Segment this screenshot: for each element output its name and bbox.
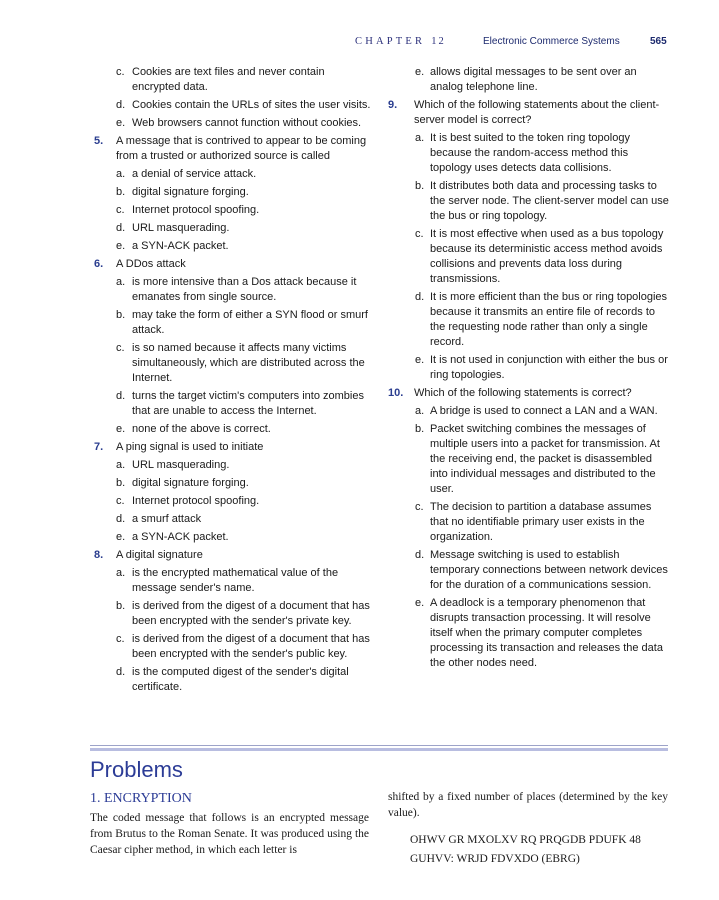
answer-option: b. It distributes both data and processing tasks to the server node. The client-server model can use the bus or ring topology.: [415, 180, 669, 222]
answer-option: d. a smurf attack: [116, 513, 202, 525]
answer-option: e. It is not used in conjunction with either the bus or ring topologies.: [415, 354, 668, 381]
answer-option: d. It is more efficient than the bus or ring topologies because it transmits an entire file of records to the requesting node rather than only a single record.: [415, 291, 668, 348]
answer-option: a. a denial of service attack.: [116, 168, 257, 180]
right-column: [388, 65, 670, 674]
answer-option: c. Internet protocol spoofing.: [116, 204, 260, 216]
answer-option: c. It is most effective when used as a bus topology because its deterministic access method avoids collisions and prevents data loss during transmissions.: [415, 228, 664, 285]
question-7: 7. A ping signal is used to initiate: [94, 441, 264, 453]
page-number: 565: [650, 36, 667, 47]
answer-option: b. digital signature forging.: [116, 186, 249, 198]
question-10: 10. Which of the following statements is correct?: [388, 387, 632, 399]
answer-option: b. digital signature forging.: [116, 477, 249, 489]
answer-option: b. is derived from the digest of a document that has been encrypted with the sender's private key.: [116, 600, 370, 627]
running-header: [0, 36, 719, 50]
answer-option: e. a SYN-ACK packet.: [116, 240, 229, 252]
question-8: 8. A digital signature: [94, 549, 203, 561]
answer-option: c. Internet protocol spoofing.: [116, 495, 260, 507]
question-5: 5. A message that is contrived to appear to be coming from a trusted or authorized source is called: [94, 135, 367, 162]
section-title: Electronic Commerce Systems: [483, 36, 620, 47]
cipher-text: [410, 831, 668, 869]
answer-option: a. is more intensive than a Dos attack because it emanates from single source.: [116, 276, 357, 303]
answer-option: d. URL masquerading.: [116, 222, 230, 234]
answer-option: a. It is best suited to the token ring topology because the random-access method this topology uses detects data collisions.: [415, 132, 630, 174]
answer-option: c. is so named because it affects many victims simultaneously, which are distributed across the Internet.: [116, 342, 365, 384]
answer-option: e. Web browsers cannot function without cookies.: [116, 117, 362, 129]
answer-option: c. is derived from the digest of a document that has been encrypted with the sender's public key.: [116, 633, 370, 660]
section-divider-thick: [90, 748, 668, 751]
answer-option: a. URL masquerading.: [116, 459, 230, 471]
cipher-line: GUHVV: WRJD FDVXDO (EBRG): [410, 853, 580, 865]
chapter-label: CHAPTER 12: [355, 36, 446, 47]
answer-option: e. A deadlock is a temporary phenomenon that disrupts transaction processing. It will resolve itself when the primary computer completes processing its transaction and releases the data the other nodes need.: [415, 597, 663, 669]
question-6: 6. A DDos attack: [94, 258, 186, 270]
answer-option: b. may take the form of either a SYN flood or smurf attack.: [116, 309, 368, 336]
section-divider-thin: [90, 745, 668, 746]
answer-option: d. is the computed digest of the sender's digital certificate.: [116, 666, 349, 693]
cipher-line: OHWV GR MXOLXV RQ PRQGDB PDUFK 48: [410, 834, 641, 846]
problem-body-continued: shifted by a fixed number of places (determined by the key value).: [388, 791, 668, 819]
problem-title: 1. ENCRYPTION: [90, 791, 192, 806]
answer-option: d. turns the target victim's computers into zombies that are unable to access the Internet.: [116, 390, 364, 417]
answer-option: a. A bridge is used to connect a LAN and a WAN.: [415, 405, 658, 417]
question-9: 9. Which of the following statements about the client-server model is correct?: [388, 99, 660, 126]
problem-body-left: The coded message that follows is an encrypted message from Brutus to the Roman Senate. It was produced using the Caesar cipher method, in which each letter is: [90, 812, 369, 856]
answer-option: a. is the encrypted mathematical value of the message sender's name.: [116, 567, 339, 594]
problems-heading: Problems: [90, 757, 183, 782]
answer-option: c. The decision to partition a database assumes that no identifiable primary user exists in the organization.: [415, 501, 652, 543]
answer-option: c. Cookies are text files and never contain encrypted data.: [116, 66, 325, 93]
answer-option: e. a SYN-ACK packet.: [116, 531, 229, 543]
answer-option: e. allows digital messages to be sent over an analog telephone line.: [415, 66, 637, 93]
chapter-number: 12: [431, 36, 446, 47]
answer-option: d. Cookies contain the URLs of sites the user visits.: [116, 99, 371, 111]
answer-option: b. Packet switching combines the messages of multiple users into a packet for transmission. At the receiving end, the packet is disassembled into individual messages and distributed to the user.: [415, 423, 660, 495]
answer-option: e. none of the above is correct.: [116, 423, 271, 435]
answer-option: d. Message switching is used to establish temporary connections between network devices for the duration of a communications session.: [415, 549, 668, 591]
left-column: [94, 65, 372, 698]
problem-body-right: [388, 789, 668, 869]
